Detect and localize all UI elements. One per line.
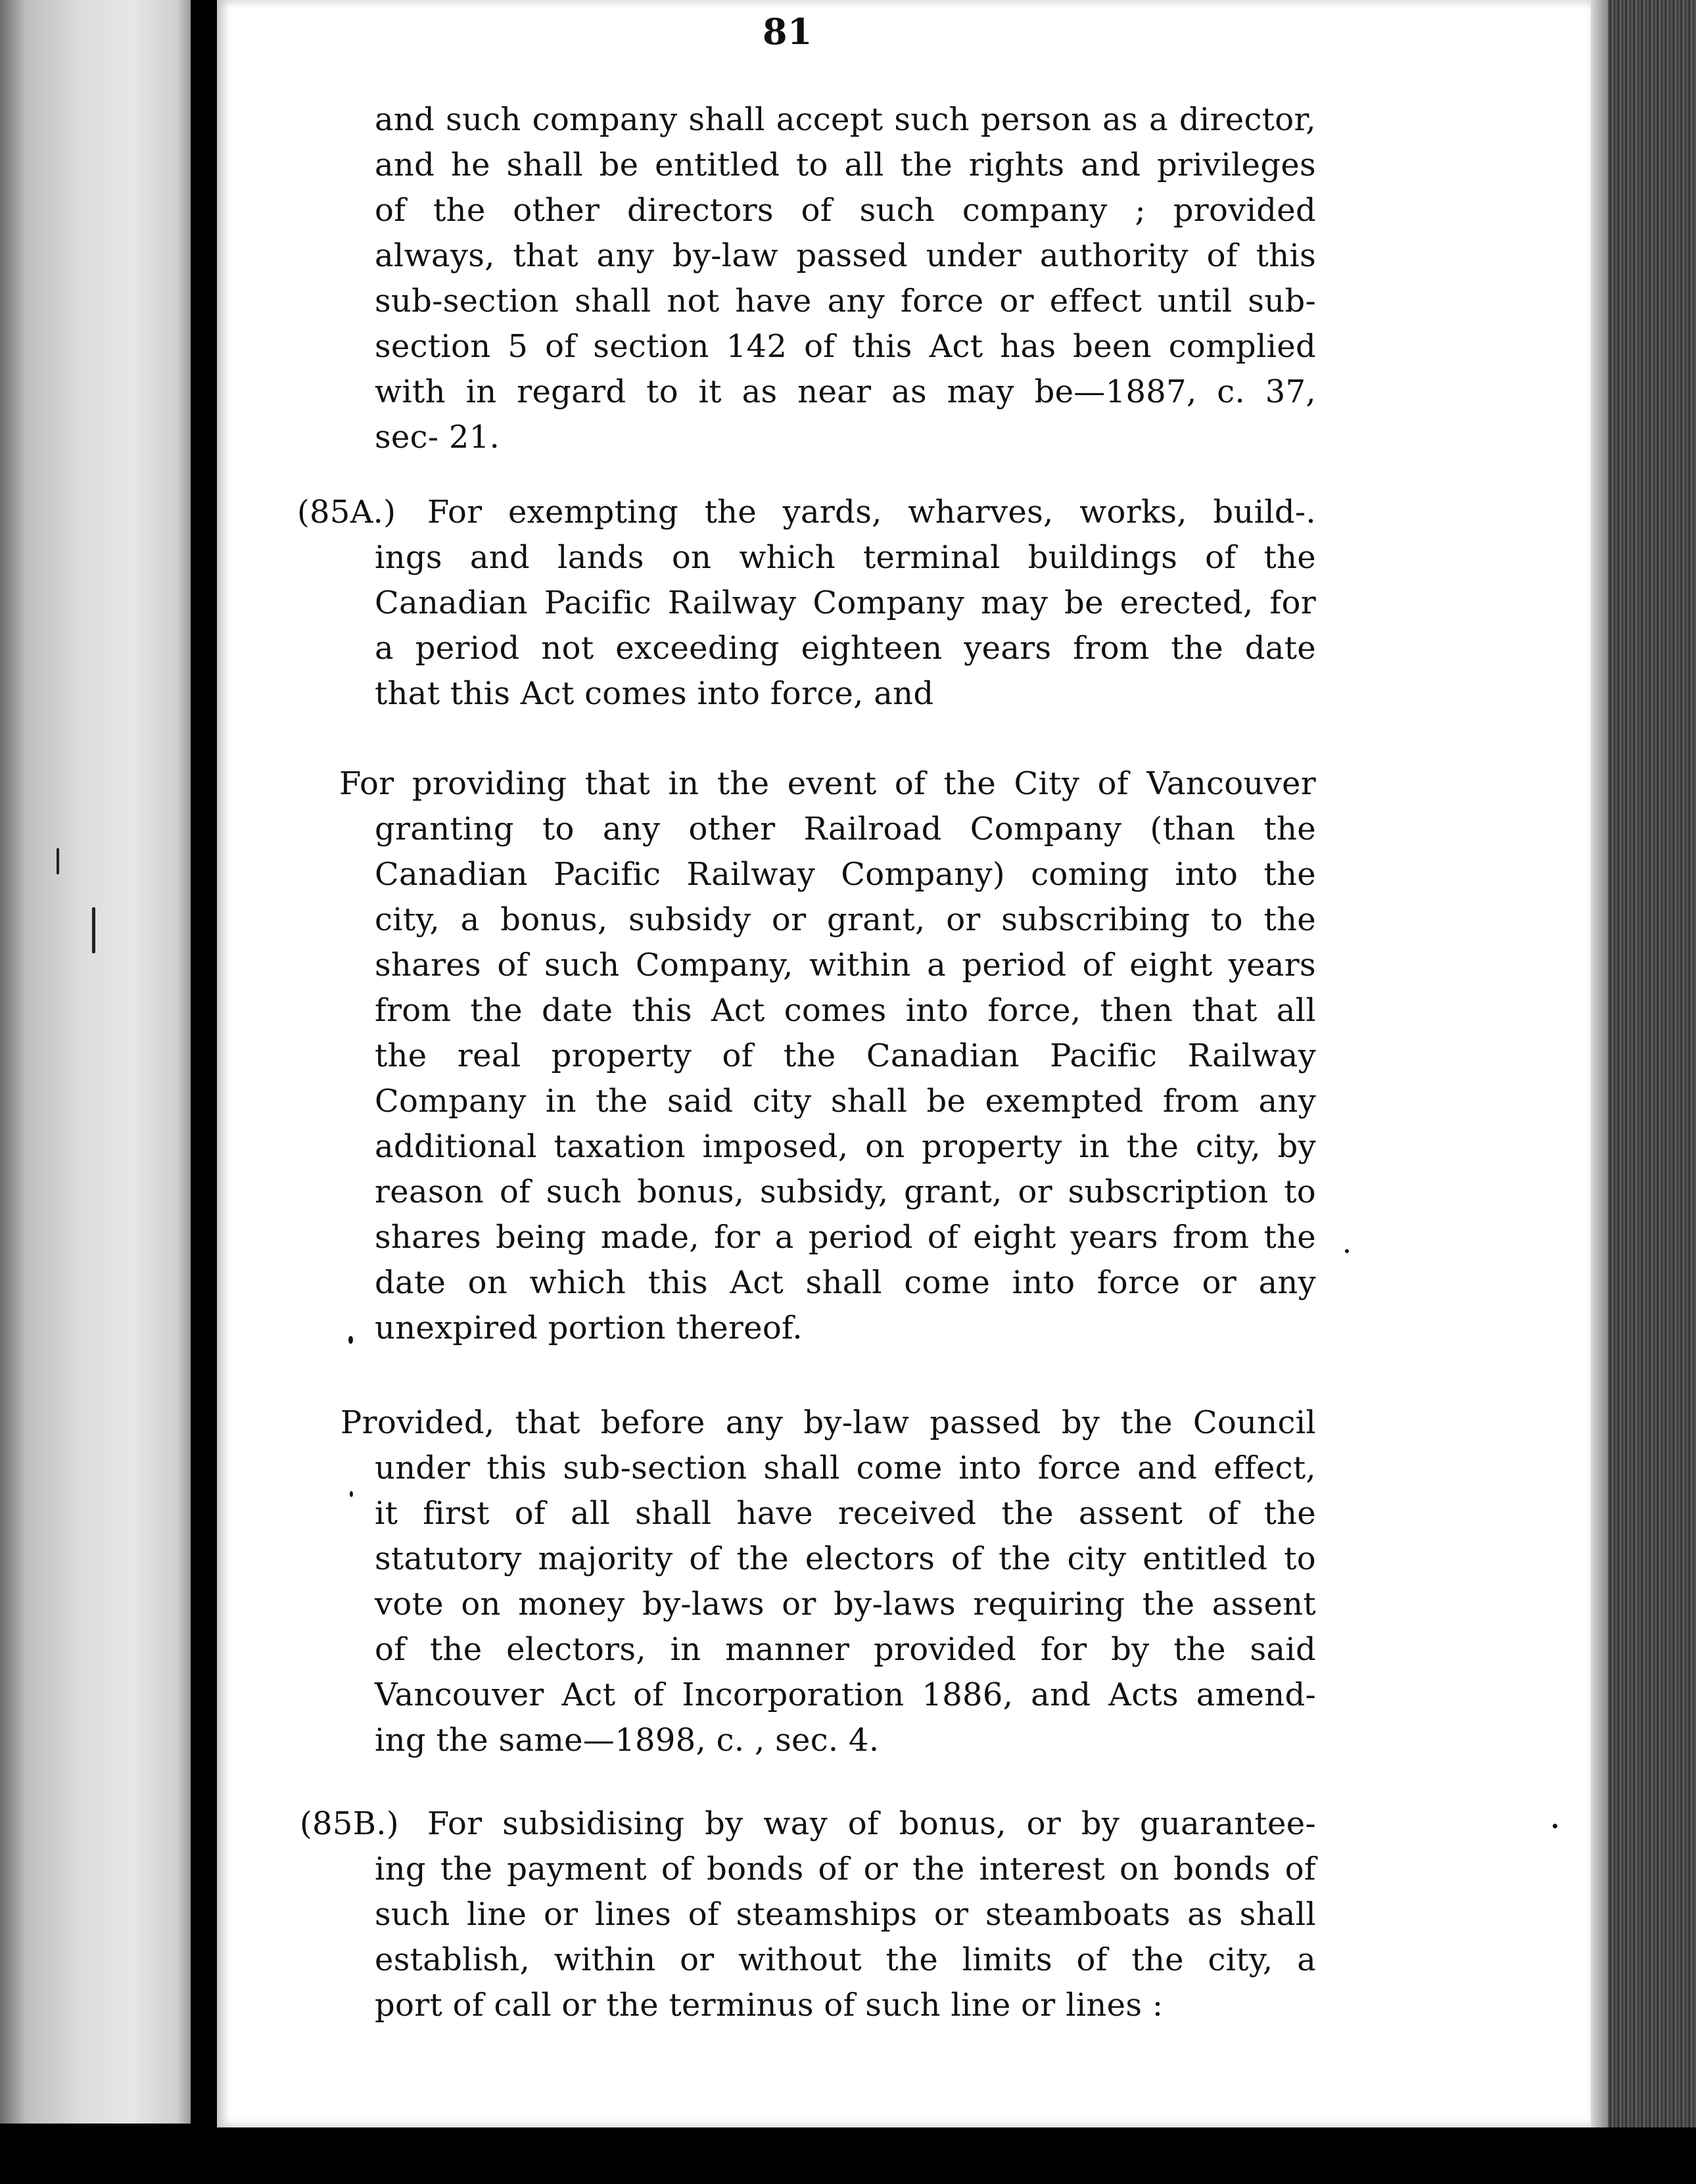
text-line: it first of all shall have received the assent of the	[375, 1495, 1316, 1532]
text-line: ings and lands on which terminal buildings of the	[375, 539, 1316, 576]
text-line: with in regard to it as near as may be—1887, c. 37,	[375, 373, 1316, 410]
text-line: from the date this Act comes into force, then that all	[375, 992, 1316, 1029]
ink-speck	[350, 1491, 353, 1497]
page-edge-highlight	[1591, 0, 1608, 2127]
text-line: a period not exceeding eighteen years from the date	[375, 630, 1316, 667]
text-line: Canadian Pacific Railway Company) coming into the	[375, 856, 1316, 893]
text-line: such line or lines of steamships or steamboats as shall	[375, 1896, 1316, 1933]
scan-border	[0, 2127, 1696, 2184]
text-line: establish, within or without the limits of the city, a	[375, 1941, 1316, 1978]
text-line: additional taxation imposed, on property in the city, by	[375, 1128, 1316, 1165]
text-line: For providing that in the event of the City of Vancouver	[339, 765, 1316, 802]
section-label-85a: (85A.)	[297, 494, 396, 531]
text-line: the real property of the Canadian Pacific Railway	[375, 1037, 1316, 1074]
ink-speck	[1345, 1249, 1349, 1253]
text-line: and such company shall accept such person as a director,	[375, 101, 1316, 138]
page-number: 81	[763, 11, 813, 53]
text-line: vote on money by-laws or by-laws requiring the assent	[375, 1586, 1316, 1623]
paragraph-providing	[375, 807, 1316, 1351]
paragraph-proviso	[375, 1446, 1316, 1763]
text-line: date on which this Act shall come into force or any	[375, 1264, 1316, 1301]
text-line: and he shall be entitled to all the rights and privileges	[375, 147, 1316, 183]
text-line: sec- 21.	[375, 419, 500, 456]
text-line: always, that any by-law passed under authority of this	[375, 237, 1316, 274]
text-line: city, a bonus, subsidy or grant, or subscribing to the	[375, 901, 1316, 938]
text-line: granting to any other Railroad Company (than the	[375, 811, 1316, 847]
margin-mark	[92, 907, 95, 953]
text-line: For exempting the yards, wharves, works, build-.	[427, 494, 1316, 531]
text-line: Canadian Pacific Railway Company may be erected, for	[375, 584, 1316, 621]
text-line: under this sub-section shall come into force and effect,	[375, 1450, 1316, 1486]
paragraph-85a	[375, 535, 1316, 717]
text-line: unexpired portion thereof.	[375, 1310, 803, 1346]
text-line: section 5 of section 142 of this Act has been complied	[375, 328, 1316, 365]
text-line: that this Act comes into force, and	[375, 675, 934, 712]
text-line: Provided, that before any by-law passed by the Council	[341, 1404, 1316, 1441]
text-line: shares being made, for a period of eight years from the	[375, 1219, 1316, 1256]
paragraph-85b	[375, 1847, 1316, 2028]
text-line: ing the payment of bonds of or the interest on bonds of	[375, 1851, 1316, 1887]
text-line: reason of such bonus, subsidy, grant, or subscription to	[375, 1174, 1316, 1210]
text-line: ing the same—1898, c. , sec. 4.	[375, 1722, 880, 1759]
text-line: For subsidising by way of bonus, or by guarantee-	[427, 1805, 1316, 1842]
text-line: sub-section shall not have any force or effect until sub-	[375, 283, 1316, 320]
ink-speck	[348, 1336, 353, 1344]
text-line: Vancouver Act of Incorporation 1886, and Acts amend-	[375, 1676, 1316, 1713]
ink-speck	[1553, 1824, 1557, 1828]
facing-page-edge	[0, 0, 191, 2124]
text-line: port of call or the terminus of such line or lines :	[375, 1987, 1164, 2024]
text-line: statutory majority of the electors of the city entitled to	[375, 1540, 1316, 1577]
text-line: Company in the said city shall be exempted from any	[375, 1083, 1316, 1120]
text-line: of the other directors of such company ; provided	[375, 192, 1316, 229]
margin-mark	[57, 848, 59, 874]
text-line: shares of such Company, within a period of eight years	[375, 947, 1316, 984]
text-line: of the electors, in manner provided for by the said	[375, 1631, 1316, 1668]
section-label-85b: (85B.)	[300, 1805, 399, 1842]
paragraph-continuation	[375, 97, 1316, 460]
